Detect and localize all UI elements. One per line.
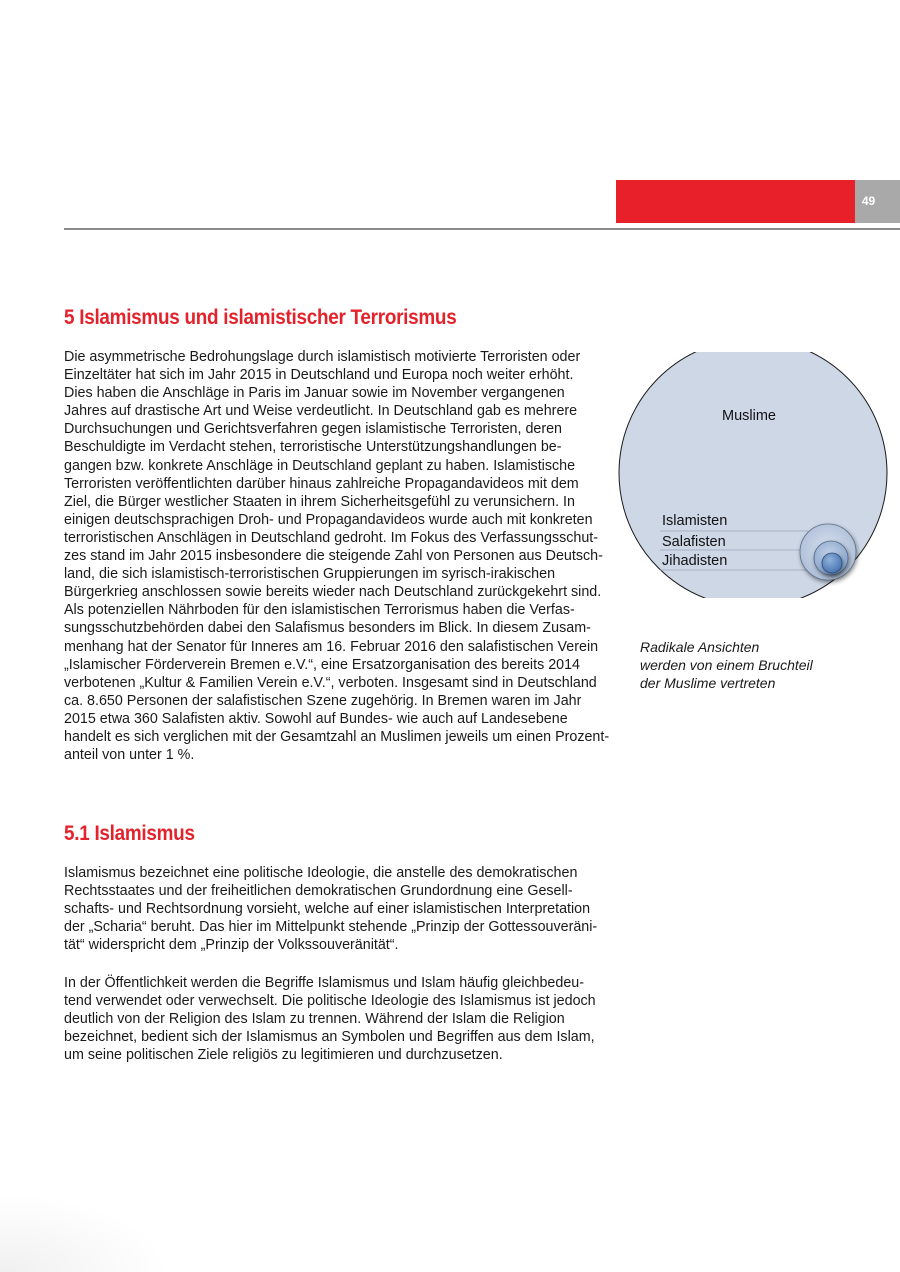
nested-circles-diagram xyxy=(616,352,892,598)
text-line: Rechtsstaates und der freiheitlichen demokratischen Grundordnung eine Gesell- xyxy=(64,883,573,900)
header-accent-bar xyxy=(616,180,855,223)
text-line: Bürgerkrieg anschlossen sowie bereits wieder nach Deutschland zurückgekehrt sind. xyxy=(64,584,602,601)
islamism-definition-paragraph xyxy=(64,864,609,954)
text-line: zes stand im Jahr 2015 insbesondere die steigende Zahl von Personen aus Deutsch- xyxy=(64,548,603,565)
text-line: handelt es sich verglichen mit der Gesamtzahl an Muslimen jeweils um einen Prozent- xyxy=(64,728,610,745)
caption-line: werden von einem Bruchteil xyxy=(640,657,813,674)
text-line: schafts- und Rechtsordnung vorsieht, welche auf einer islamistischen Interpretation xyxy=(64,901,591,918)
text-line: verbotenen „Kultur & Familien Verein e.V.“, verboten. Insgesamt sind in Deutschland xyxy=(64,674,597,691)
text-line: Durchsuchungen und Gerichtsverfahren gegen islamistische Terroristen, deren xyxy=(64,421,563,438)
text-line: Dies haben die Anschläge in Paris im Januar sowie im November vergangenen xyxy=(64,385,565,402)
salafisten-label: Salafisten xyxy=(662,534,726,550)
text-line: Als potenziellen Nährboden für den islamistischen Terrorismus haben die Verfas- xyxy=(64,602,575,619)
text-line: land, die sich islamistisch-terroristischen Gruppierungen im syrisch-irakischen xyxy=(64,566,556,583)
page-number: 49 xyxy=(855,180,900,223)
text-line: Islamismus bezeichnet eine politische Ideologie, die anstelle des demokratischen xyxy=(64,865,578,881)
islamisten-label: Islamisten xyxy=(662,513,728,529)
text-line: anteil von unter 1 %. xyxy=(64,747,195,764)
text-line: Beschuldigte im Verdacht stehen, terroristische Unterstützungshandlungen be- xyxy=(64,439,562,456)
text-line: deutlich von der Religion des Islam zu trennen. Während der Islam die Religion xyxy=(64,1011,565,1028)
figure-caption xyxy=(640,638,860,693)
text-line: Einzeltäter hat sich im Jahr 2015 in Deutschland und Europa noch weiter erhöht. xyxy=(64,367,574,384)
text-line: sungsschutzbehörden dabei den Salafismus besonders im Blick. In diesem Zusam- xyxy=(64,620,591,637)
caption-line: der Muslime vertreten xyxy=(640,675,776,692)
text-line: Jahres auf drastische Art und Weise verdeutlicht. In Deutschland gab es mehrere xyxy=(64,403,578,420)
caption-line: Radikale Ansichten xyxy=(640,639,760,655)
text-line: menhang hat der Senator für Inneres am 16. Februar 2016 den salafistischen Verein xyxy=(64,638,599,655)
section-title: 5 Islamismus und islamistischer Terrorismus xyxy=(64,306,457,329)
text-line: bezeichnet, bedient sich der Islamismus an Symbolen und Begriffen aus dem Islam, xyxy=(64,1029,595,1046)
jihadisten-label: Jihadisten xyxy=(662,553,728,569)
text-line: Terroristen veröffentlichten darüber hinaus zahlreiche Propagandavideos mit dem xyxy=(64,475,579,492)
text-line: ca. 8.650 Personen der salafistischen Szene zugehörig. In Bremen waren im Jahr xyxy=(64,692,582,709)
text-line: tät“ widerspricht dem „Prinzip der Volkssouveränität“. xyxy=(64,937,399,954)
text-line: einigen deutschsprachigen Droh- und Propagandavideos wurde auch mit konkreten xyxy=(64,511,593,528)
text-line: 2015 etwa 360 Salafisten aktiv. Sowohl auf Bundes- wie auch auf Landesebene xyxy=(64,710,568,727)
islamism-distinction-paragraph xyxy=(64,974,609,1064)
text-line: gangen bzw. konkrete Anschläge in Deutschland geplant zu haben. Islamistische xyxy=(64,457,576,474)
text-line: Die asymmetrische Bedrohungslage durch islamistisch motivierte Terroristen oder xyxy=(64,349,581,365)
page-corner-shade xyxy=(0,1192,170,1272)
muslime-label: Muslime xyxy=(722,408,776,424)
text-line: Ziel, die Bürger westlicher Staaten in ihrem Sicherheitsgefühl zu verunsichern. In xyxy=(64,493,575,510)
text-line: der „Scharia“ beruht. Das hier im Mittelpunkt stehende „Prinzip der Gottessouveräni- xyxy=(64,919,598,936)
jihadisten-circle xyxy=(822,553,842,573)
subsection-title: 5.1 Islamismus xyxy=(64,822,195,845)
text-line: In der Öffentlichkeit werden die Begriffe Islamismus und Islam häufig gleichbedeu- xyxy=(64,975,585,991)
header-divider xyxy=(64,228,900,230)
text-line: „Islamischer Förderverein Bremen e.V.“, eine Ersatzorganisation des bereits 2014 xyxy=(64,656,581,673)
text-line: um seine politischen Ziele religiös zu legitimieren und durchzusetzen. xyxy=(64,1047,503,1064)
intro-paragraph xyxy=(64,348,609,764)
text-line: terroristischen Anschlägen in Deutschland gedroht. Im Fokus des Verfassungsschut- xyxy=(64,529,599,546)
text-line: tend verwendet oder verwechselt. Die politische Ideologie des Islamismus ist jedoch xyxy=(64,993,596,1010)
